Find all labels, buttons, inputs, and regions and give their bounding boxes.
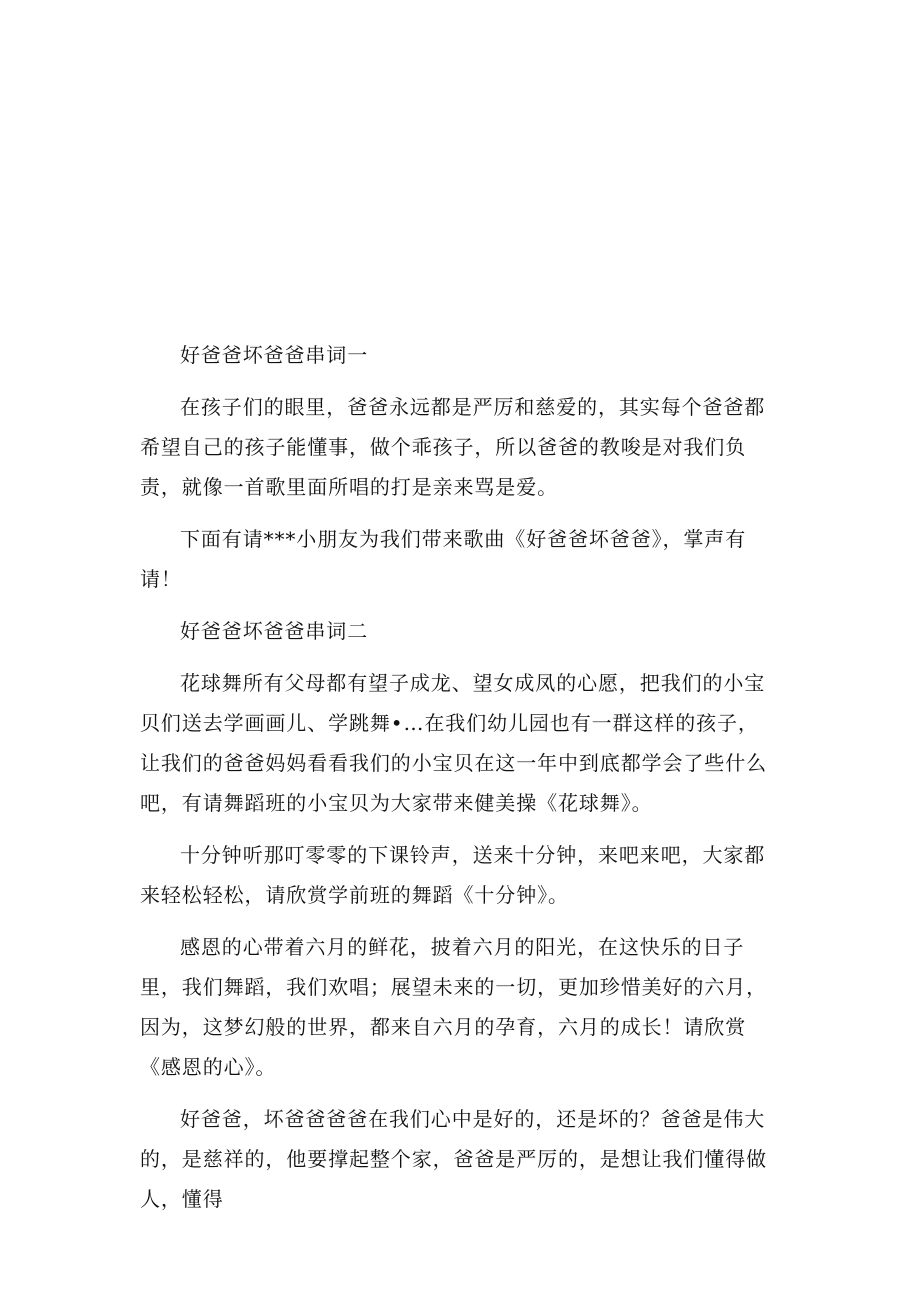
paragraph-5: 感恩的心带着六月的鲜花，披着六月的阳光，在这快乐的日子里，我们舞蹈，我们欢唱；展望未来的一切，更加珍惜美好的六月，因为，这梦幻般的世界，都来自六月的孕育，六月的成长！请欣赏《感恩的心》。 bbox=[140, 935, 767, 1079]
section-heading-1: 好爸爸坏爸爸串词一 bbox=[180, 343, 369, 367]
paragraph-3: 花球舞所有父母都有望子成龙、望女成凤的心愿，把我们的小宝贝们送去学画画儿、学跳舞•…在我们幼儿园也有一群这样的孩子，让我们的爸爸妈妈看看我们的小宝贝在这一年中到底都学会了些什么吧，有请舞蹈班的小宝贝为大家带来健美操《花球舞》。 bbox=[140, 671, 767, 815]
paragraph-2: 下面有请***小朋友为我们带来歌曲《好爸爸坏爸爸》，掌声有请！ bbox=[140, 527, 747, 591]
paragraph-4: 十分钟听那叮零零的下课铃声，送来十分钟，来吧来吧，大家都来轻松轻松，请欣赏学前班的舞蹈《十分钟》。 bbox=[140, 843, 766, 907]
paragraph-1: 在孩子们的眼里，爸爸永远都是严厉和慈爱的，其实每个爸爸都希望自己的孩子能懂事，做个乖孩子，所以爸爸的教唆是对我们负责，就像一首歌里面所唱的打是亲来骂是爱。 bbox=[140, 395, 766, 499]
document-body bbox=[140, 335, 770, 1231]
section-heading-2: 好爸爸坏爸爸串词二 bbox=[180, 619, 369, 643]
paragraph-6: 好爸爸，坏爸爸爸爸在我们心中是好的，还是坏的？爸爸是伟大的，是慈祥的，他要撑起整个家，爸爸是严厉的，是想让我们懂得做人，懂得 bbox=[140, 1107, 767, 1211]
